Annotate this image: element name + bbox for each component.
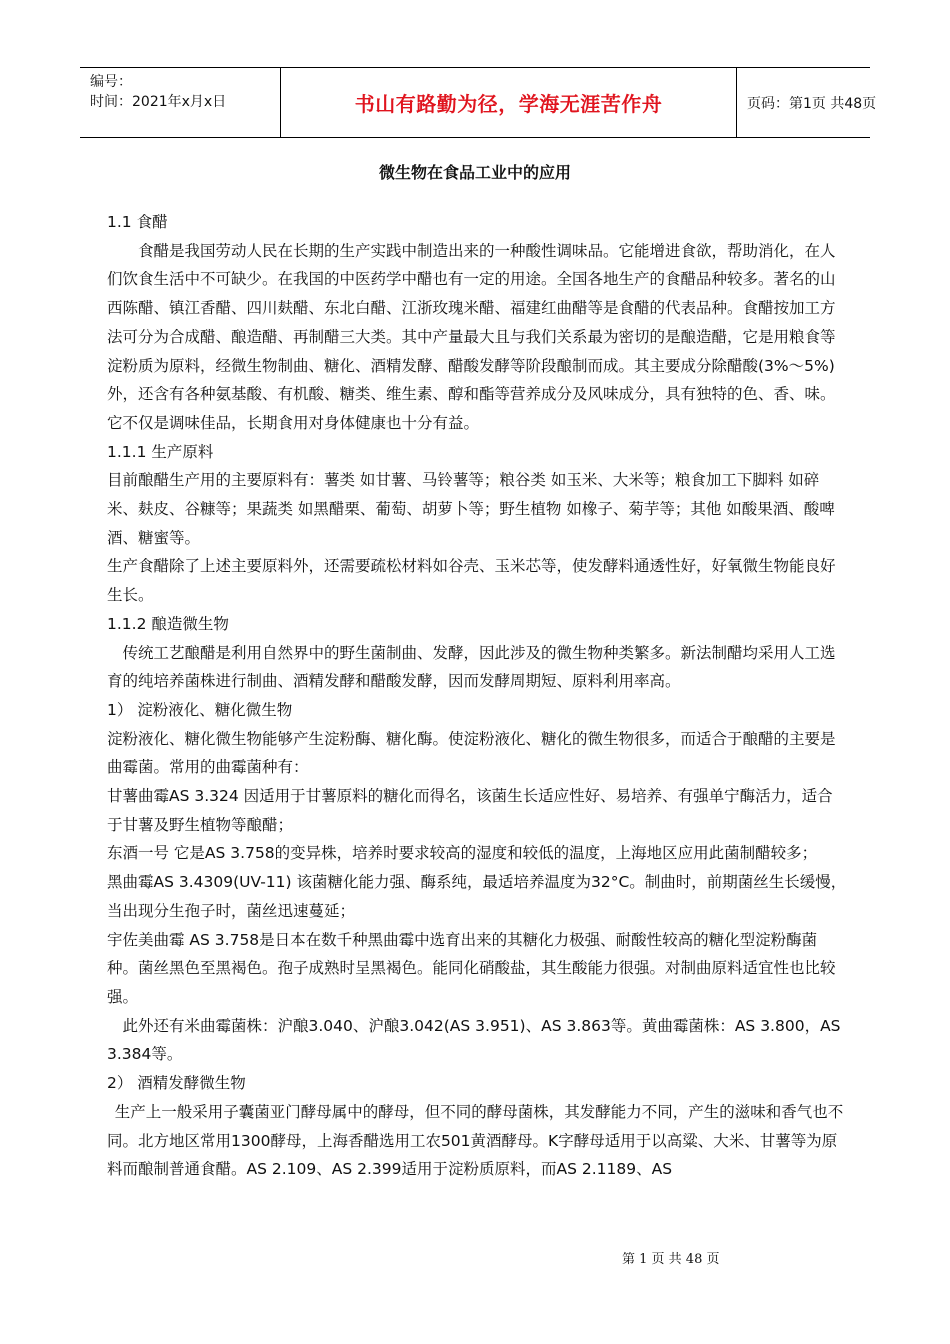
paragraph-yeast: 生产上一般采用子囊菌亚门酵母属中的酵母，但不同的酵母菌株，其发酵能力不同，产生的滋味和香气也不同。北方地区常用1300酵母，上海香醋选用工农501黄酒酵母。K字酵母适用于以高粱、大米、甘薯等为原料而酿制普通食醋。AS 2.109、AS 2.399适用于淀粉质原料，而AS 2.1189、AS bbox=[107, 1102, 844, 1179]
paragraph-starch-microbes: 淀粉液化、糖化微生物能够产生淀粉酶、糖化酶。使淀粉液化、糖化的微生物很多，而适合于酿醋的主要是曲霉菌。常用的曲霉菌种有： bbox=[107, 729, 836, 777]
header-meta bbox=[80, 68, 281, 137]
header-motto-cell bbox=[281, 68, 737, 137]
page-footer: 第 1 页 共 48 页 bbox=[622, 1252, 720, 1267]
document-body bbox=[107, 208, 847, 1184]
serial-label: 编号： bbox=[90, 74, 132, 90]
paragraph-usami-aspergillus: 宇佐美曲霉 AS 3.758是日本在数千种黑曲霉中选育出来的其糖化力极强、耐酸性较高的糖化型淀粉酶菌种。菌丝黑色至黑褐色。孢子成熟时呈黑褐色。能同化硝酸盐，其生酸能力很强。对制曲原料适宜性也比较强。 bbox=[107, 930, 836, 1006]
paragraph-vinegar-intro: 食醋是我国劳动人民在长期的生产实践中制造出来的一种酸性调味品。它能增进食欲，帮助消化，在人们饮食生活中不可缺少。在我国的中医药学中醋也有一定的用途。全国各地生产的食醋品种较多。著名的山西陈醋、镇江香醋、四川麸醋、东北白醋、江浙玫瑰米醋、福建红曲醋等是食醋的代表品种。食醋按加工方法可分为合成醋、酿造醋、再制醋三大类。其中产量最大且与我们关系最为密切的是酿造醋，它是用粮食等淀粉质为原料，经微生物制曲、糖化、酒精发酵、醋酸发酵等阶段酿制而成。其主要成分除醋酸(3%～5%)外，还含有各种氨基酸、有机酸、糖类、维生素、醇和酯等营养成分及风味成分，具有独特的色、香、味。它不仅是调味佳品，长期食用对身体健康也十分有益。 bbox=[107, 241, 836, 432]
paragraph-dongjiu-no1: 东酒一号 它是AS 3.758的变异株，培养时要求较高的湿度和较低的温度，上海地区应用此菌制醋较多； bbox=[107, 844, 818, 863]
subheading-alcohol-microbes: 2） 酒精发酵微生物 bbox=[107, 1074, 246, 1093]
paragraph-other-strains: 此外还有米曲霉菌株：沪酿3.040、沪酿3.042(AS 3.951)、AS 3.863等。黄曲霉菌株：AS 3.800，AS 3.384等。 bbox=[107, 1016, 841, 1064]
paragraph-black-aspergillus: 黑曲霉AS 3.4309(UV-11) 该菌糖化能力强、酶系纯，最适培养温度为32°C。制曲时，前期菌丝生长缓慢，当出现分生孢子时，菌丝迅速蔓延； bbox=[107, 873, 847, 920]
date-label: 时间：2021年x月x日 bbox=[90, 94, 227, 110]
paragraph-raw-materials: 目前酿醋生产用的主要原料有：薯类 如甘薯、马铃薯等；粮谷类 如玉米、大米等；粮食加工下脚料 如碎米、麸皮、谷糠等；果蔬类 如黑醋栗、葡萄、胡萝卜等；野生植物 如橡子、菊芋等；其他 如酸果酒、酸啤酒、糖蜜等。 bbox=[107, 471, 835, 547]
paragraph-traditional-process: 传统工艺酿醋是利用自然界中的野生菌制曲、发酵，因此涉及的微生物种类繁多。新法制醋均采用人工选育的纯培养菌株进行制曲、酒精发酵和醋酸发酵，因而发酵周期短、原料利用率高。 bbox=[107, 643, 836, 691]
document-title: 微生物在食品工业中的应用 bbox=[378, 163, 571, 182]
subheading-starch-microbes: 1） 淀粉液化、糖化微生物 bbox=[107, 700, 293, 719]
section-heading-1-1: 1.1 食醋 bbox=[107, 213, 168, 231]
section-heading-1-1-2: 1.1.2 酿造微生物 bbox=[107, 614, 229, 633]
header-page-info: 页码：第1页 共48页 bbox=[747, 95, 877, 112]
paragraph-loose-materials: 生产食醋除了上述主要原料外，还需要疏松材料如谷壳、玉米芯等，使发酵料通透性好，好氧微生物能良好生长。 bbox=[107, 557, 836, 605]
page-header bbox=[80, 67, 877, 138]
header-motto: 书山有路勤为径，学海无涯苦作舟 bbox=[354, 92, 663, 116]
section-heading-1-1-1: 1.1.1 生产原料 bbox=[107, 442, 214, 461]
paragraph-sweet-potato-aspergillus: 甘薯曲霉AS 3.324 因适用于甘薯原料的糖化而得名，该菌生长适应性好、易培养、有强单宁酶活力，适合于甘薯及野生植物等酿醋； bbox=[107, 787, 833, 834]
